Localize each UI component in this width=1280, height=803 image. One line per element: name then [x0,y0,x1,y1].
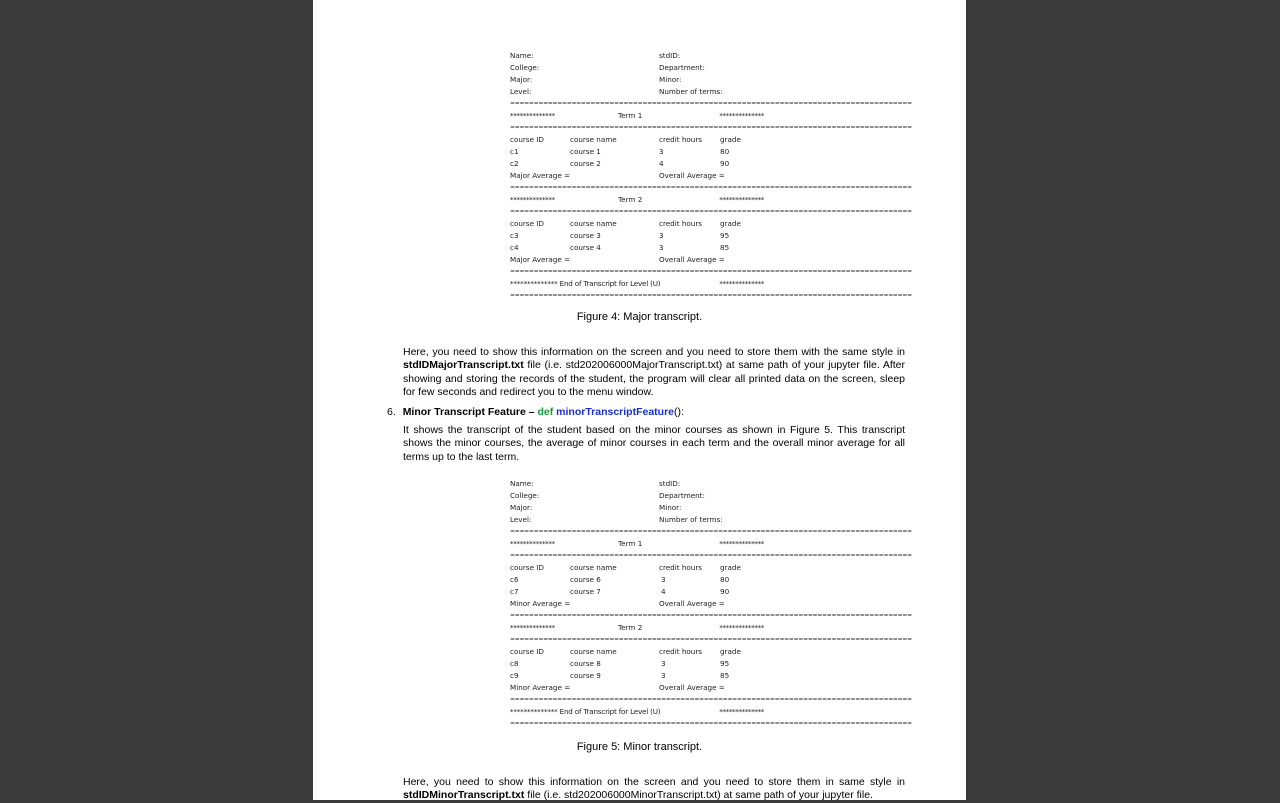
paragraph-minor-store: Here, you need to show this information on the screen and you need to store them in same style in stdIDMinorTranscript.txt file (i.e. std202006000MinorTranscript.txt) at same path of your jupyter file. [403,776,905,802]
table-row: c7 course 7 4 90 [510,587,730,596]
function-name: minorTranscriptFeature [556,406,675,418]
divider: ===================================================================================== [510,100,912,107]
table-row: c4 course 4 3 85 [510,243,730,252]
stdid-label: stdID: [659,51,681,60]
college-label: College: [510,63,540,72]
divider: ===================================================================================== [510,552,912,559]
figure-5-caption: Figure 5: Minor transcript. [576,741,703,753]
term-2-label: Term 2 [618,623,643,632]
major-average-label: Major Average = [510,255,571,264]
def-keyword: def [537,406,554,418]
stars-left: ************** [510,111,555,120]
col-grade: grade [720,135,741,144]
divider: ===================================================================================== [510,208,912,215]
col-course-id: course ID [510,135,544,144]
col-course-name: course name [570,219,617,228]
term-1-label: Term 1 [618,539,643,548]
table-row: c1 course 1 3 80 [510,147,730,156]
stars-left: ************** [510,195,555,204]
name-label: Name: [510,51,534,60]
divider: ===================================================================================== [510,124,912,131]
department-label: Department: [659,63,705,72]
col-course-name: course name [570,135,617,144]
divider: ===================================================================================== [510,528,912,535]
minor-label: Minor: [659,75,682,84]
table-row: c3 course 3 3 95 [510,231,730,240]
level-label: Level: [510,87,532,96]
stars-right: ************** [719,111,764,120]
section-number: 6. [387,406,396,418]
paragraph-major-store: Here, you need to show this information on the screen and you need to store them with the same style in stdIDMajorTranscript.txt file (i.e. std202006000MajorTranscript.txt) at same path of your jupyter file. After showing and storing the records of the student, the program will clear all printed data on the screen, sleep for few seconds and redirect you to the menu window. [403,346,905,399]
minor-filename: stdIDMinorTranscript.txt [403,789,525,802]
col-grade: grade [720,219,741,228]
terms-label: Number of terms: [659,87,723,96]
table-row: c8 course 8 3 95 [510,659,730,668]
table-row: c9 course 9 3 85 [510,671,730,680]
overall-average-label: Overall Average = [659,171,725,180]
stars-right: ************** [719,195,764,204]
major-filename: stdIDMajorTranscript.txt [403,359,524,372]
stars-right: ************** [719,279,764,288]
divider: ===================================================================================== [510,696,912,703]
table-row: c6 course 6 3 80 [510,575,730,584]
minor-average-label: Minor Average = [510,599,571,608]
table-row: c2 course 2 4 90 [510,159,730,168]
col-credit-hours: credit hours [659,135,703,144]
overall-average-label: Overall Average = [659,255,725,264]
major-label: Major: [510,75,533,84]
divider: ===================================================================================== [510,636,912,643]
divider: ===================================================================================== [510,612,912,619]
figure-4-caption: Figure 4: Major transcript. [576,311,703,323]
divider: ===================================================================================== [510,184,912,191]
document-page: Name: stdID: College: Department: Major: Minor: Level: Number of terms: ===================================================================================== ************** Term 1 ************** ===================================================================================== course ID course name credit hours grade c1 course 1 3 80 c2 course 2 4 90 Major Average = Overall Average = ===================================================================================== ************** Term 2 ************** ===================================================================================== course ID course name credit hours grade c3 course 3 3 95 c4 course 4 3 85 Major Average = Overall Average = ===================================================================================== ************** End of Transcript for Level (U) ************** ===================================================================================== Figure 4: Major transcript. Here, you need to show this information on the screen and you need to store them with the same style in stdIDMajorTranscript.txt file (i.e. std202006000MajorTranscript.txt) at same path of your jupyter file. After showing and storing the records of the student, the program will clear all printed data on the screen, sleep for few seconds and redirect you to the menu window. 6. Minor Transcript Feature – def minorTranscriptFeature(): It shows the transcript of the student based on the minor courses as shown in Figure 5. This transcript shows the minor courses, the average of minor courses in each term and the overall minor average for all terms up to the last term. Name: stdID: College: Department: Major: Minor: Level: Number of terms: ===================================================================================== ************** Term 1 ************** ===================================================================================== course ID course name credit hours grade c6 course 6 3 80 c7 course 7 4 90 Minor Average = Overall Average = ===================================================================================== ************** Term 2 ************** ===================================================================================== course ID course name credit hours grade c8 course 8 3 95 c9 course 9 3 85 Minor Average = Overall Average = ===================================================================================== ************** End of Transcript for Level (U) ************** ===================================================================================== Figure 5: Minor transcript. Here, you need to show this information on the screen and you need to store them in same style in stdIDMinorTranscript.txt file (i.e. std202006000MinorTranscript.txt) at same path of your jupyter file. [313,0,966,800]
section-title: Minor Transcript Feature – [402,406,538,418]
col-course-id: course ID [510,219,544,228]
section-6-heading: 6. Minor Transcript Feature – def minorTranscriptFeature(): [387,406,684,418]
minor-average-label: Minor Average = [510,683,571,692]
divider: ===================================================================================== [510,268,912,275]
divider: ===================================================================================== [510,720,912,727]
paragraph-minor-description: It shows the transcript of the student based on the minor courses as shown in Figure 5. This transcript shows the minor courses, the average of minor courses in each term and the overall minor average for all terms up to the last term. [403,424,905,463]
major-average-label: Major Average = [510,171,571,180]
end-of-transcript-label: ************** End of Transcript for Level (U) [510,707,661,716]
term-1-label: Term 1 [618,111,643,120]
divider: ===================================================================================== [510,292,912,299]
col-credit-hours: credit hours [659,219,703,228]
term-2-label: Term 2 [618,195,643,204]
end-of-transcript-label: ************** End of Transcript for Level (U) [510,279,661,288]
